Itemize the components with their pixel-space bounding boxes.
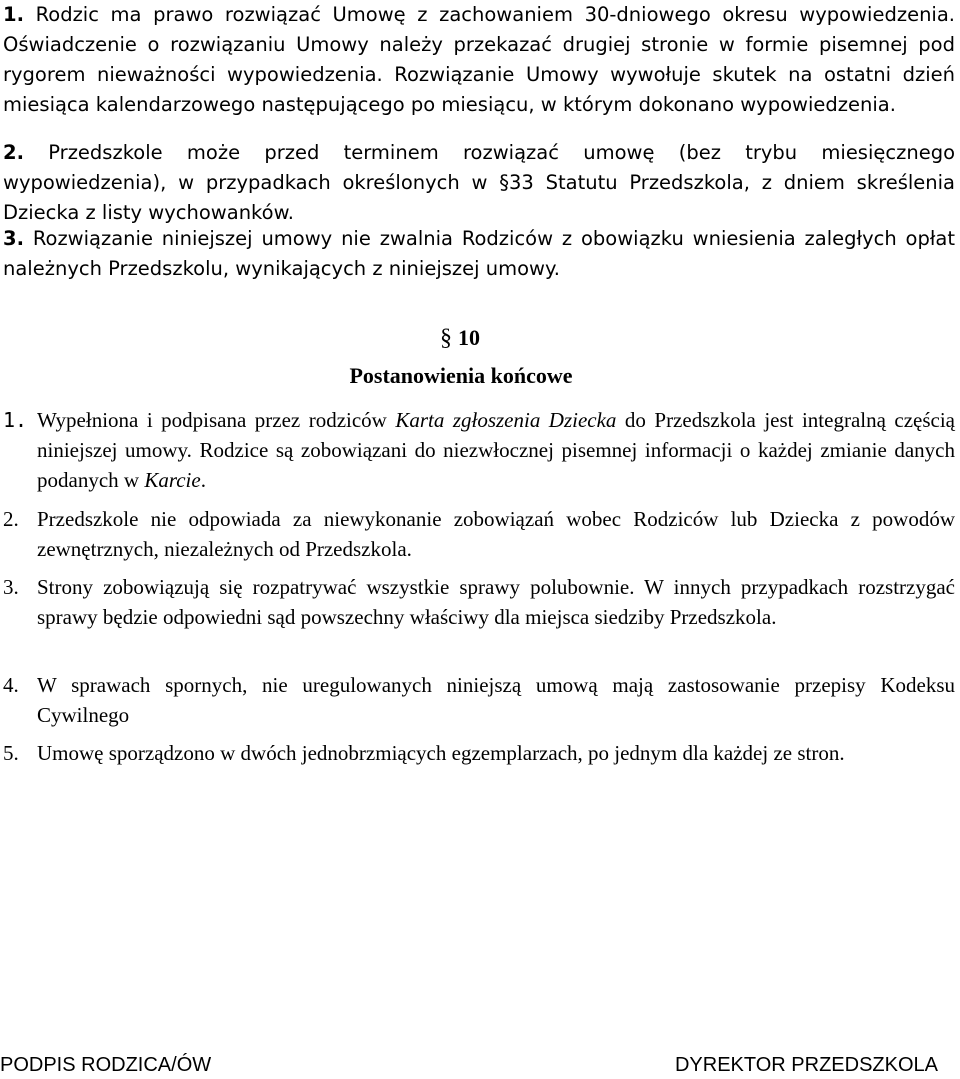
section-sign: § — [440, 325, 452, 351]
termination-item-3 — [3, 224, 955, 284]
final-item-2 — [3, 504, 955, 564]
item-text-b: do Przedszkola jest integralną częścią niniejszej umowy. Rodzice są zobowiązani do niezwłocznej pisemnej informacji o każdej zmianie danych podanych w — [37, 408, 956, 492]
final-item-1 — [3, 405, 955, 495]
item-text-emphasis: Karta zgłoszenia Dziecka — [395, 408, 617, 432]
termination-item-2 — [3, 138, 955, 228]
item-text: Rozwiązanie niniejszej umowy nie zwalnia Rodziców z obowiązku wniesienia zaległych opłat należnych Przedszkolu, wynikających z niniejszej umowy. — [3, 227, 955, 280]
item-text-c: . — [200, 468, 206, 492]
item-text: Rodzic ma prawo rozwiązać Umowę z zachowaniem 30-dniowego okresu wypowiedzenia. Oświadczenie o rozwiązaniu Umowy należy przekazać drugiej stronie w formie pisemnej pod rygorem nieważności wypowiedzenia. Rozwiązanie Umowy wywołuje skutek na ostatni dzień miesiąca kalendarzowego następującego po miesiącu, w którym dokonano wypowiedzenia. — [3, 3, 955, 116]
item-number: 2. — [3, 141, 24, 164]
section-title: Postanowienia końcowe — [349, 363, 573, 388]
item-text: Strony zobowiązują się rozpatrywać wszystkie sprawy polubownie. W innych przypadkach rozstrzygać sprawy będzie odpowiedni sąd powszechny właściwy dla miejsca siedziby Przedszkola. — [37, 575, 955, 629]
termination-item-1 — [3, 0, 955, 120]
final-item-5 — [3, 738, 955, 768]
item-number: 1. — [3, 408, 28, 432]
item-number: 2. — [3, 507, 19, 531]
item-number: 3. — [3, 575, 19, 599]
final-item-3 — [3, 572, 955, 632]
item-text-emphasis-2: Karcie — [144, 468, 201, 492]
item-text: Przedszkole nie odpowiada za niewykonanie zobowiązań wobec Rodziców lub Dziecka z powodów zewnętrznych, niezależnych od Przedszkola. — [37, 507, 955, 561]
item-text-a: Wypełniona i podpisana przez rodziców — [37, 408, 396, 432]
item-number: 4. — [3, 673, 19, 697]
final-item-4 — [3, 670, 955, 730]
director-signature-label: DYREKTOR PRZEDSZKOLA — [674, 1054, 938, 1076]
section-number — [440, 325, 480, 352]
section-number-value: 10 — [458, 325, 480, 350]
item-number: 3. — [3, 227, 24, 250]
item-text: W sprawach spornych, nie uregulowanych niniejszą umową mają zastosowanie przepisy Kodeksu Cywilnego — [37, 673, 955, 727]
item-number: 5. — [3, 741, 19, 765]
parent-signature-label: PODPIS RODZICA/ÓW — [0, 1054, 212, 1076]
item-number: 1. — [3, 3, 24, 26]
item-text: Przedszkole może przed terminem rozwiązać umowę (bez trybu miesięcznego wypowiedzenia), w przypadkach określonych w §33 Statutu Przedszkola, z dniem skreślenia Dziecka z listy wychowanków. — [3, 141, 956, 224]
item-text: Umowę sporządzono w dwóch jednobrzmiących egzemplarzach, po jednym dla każdej ze stron. — [37, 741, 845, 765]
